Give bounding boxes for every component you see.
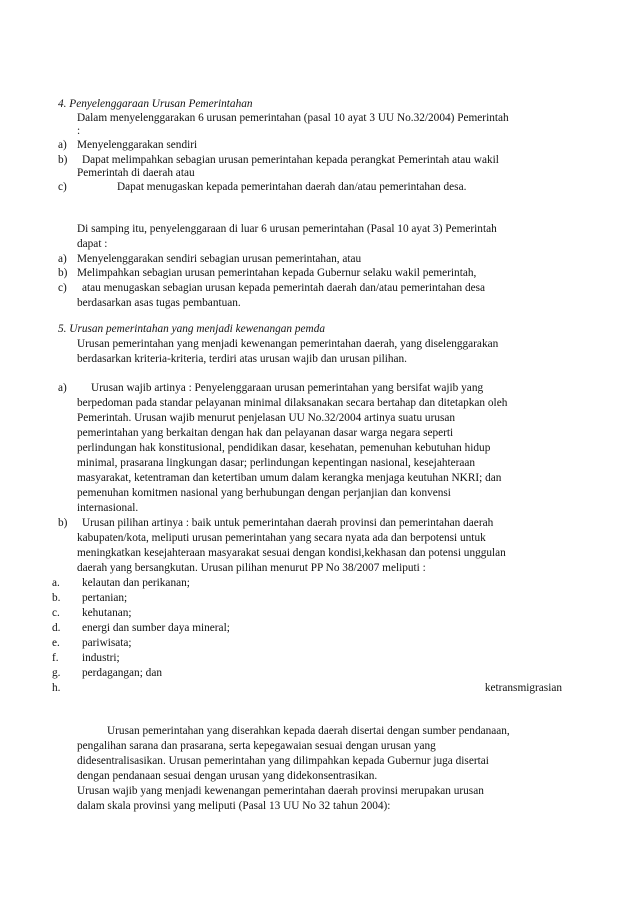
list-item: berdasarkan asas tugas pembantuan. <box>77 297 241 309</box>
list-marker: c. <box>52 607 60 619</box>
list-marker: a. <box>52 577 60 589</box>
pilihan-line: meningkatkan kesejahteraan masyarakat sesuai dengan kondisi,kekhasan dan potensi unggulan <box>77 547 506 559</box>
list-item: Dapat melimpahkan sebagian urusan pemerintahan kepada perangkat Pemerintah atau wakil <box>82 154 499 166</box>
list-item: kehutanan; <box>82 607 132 619</box>
list-marker: f. <box>52 652 59 664</box>
closing-line: Urusan wajib yang menjadi kewenangan pemerintahan daerah provinsi merupakan urusan <box>77 785 484 797</box>
closing-line: dengan pendanaan sesuai dengan urusan yang didekonsentrasikan. <box>77 770 378 782</box>
wajib-line: pemenuhan komitmen nasional yang berhubungan dengan perjanjian dan konvensi <box>77 487 451 499</box>
list-marker: h. <box>52 682 61 694</box>
list-marker: d. <box>52 622 61 634</box>
list-marker: c) <box>58 181 67 193</box>
list-item: pertanian; <box>82 592 128 604</box>
section4-heading: 4. Penyelenggaraan Urusan Pemerintahan <box>58 98 253 110</box>
list-item: atau menugaskan sebagian urusan kepada pemerintah daerah dan/atau pemerintahan desa <box>82 282 486 294</box>
list-item: Menyelenggarakan sendiri sebagian urusan pemerintahan, atau <box>77 253 362 265</box>
wajib-line: perlindungan hak konstitusional, pendidikan dasar, kesehatan, pemenuhan kebutuhan hidup <box>77 442 491 454</box>
list-item: energi dan sumber daya mineral; <box>82 622 230 634</box>
list-marker: a) <box>58 382 67 394</box>
list-item: pariwisata; <box>82 637 132 649</box>
list-item: Melimpahkan sebagian urusan pemerintahan kepada Gubernur selaku wakil pemerintah, <box>77 267 477 279</box>
list-marker: b. <box>52 592 61 604</box>
wajib-line: pemerintahan yang berkaitan dengan hak dan pelayanan dasar warga negara seperti <box>77 427 454 439</box>
section5-intro-line2: berdasarkan kriteria-kriteria, terdiri atas urusan wajib dan urusan pilihan. <box>77 353 407 365</box>
list-marker: c) <box>58 282 67 294</box>
wajib-line: internasional. <box>77 502 139 514</box>
pilihan-line: daerah yang bersangkutan. Urusan pilihan menurut PP No 38/2007 meliputi : <box>77 562 426 574</box>
list-item: Pemerintah di daerah atau <box>77 167 195 179</box>
closing-line: Urusan pemerintahan yang diserahkan kepada daerah disertai dengan sumber pendanaan, <box>107 725 510 737</box>
list-item: perdagangan; dan <box>82 667 162 679</box>
closing-line: pengalihan sarana dan prasarana, serta kepegawaian sesuai dengan urusan yang <box>77 740 436 752</box>
list-marker: b) <box>58 517 68 529</box>
list-marker: b) <box>58 154 68 166</box>
section5-heading: 5. Urusan pemerintahan yang menjadi kewenangan pemda <box>58 323 326 335</box>
wajib-line: minimal, prasarana lingkungan dasar; perlindungan kepentingan nasional, kesejahteraan <box>77 457 476 469</box>
list-marker: a) <box>58 139 67 151</box>
section5-intro-line1: Urusan pemerintahan yang menjadi kewenangan pemerintahan daerah, yang diselenggarakan <box>77 338 499 350</box>
section4-para2-line1: Di samping itu, penyelenggaraan di luar 6 urusan pemerintahan (Pasal 10 ayat 3) Pemerintah <box>77 223 497 235</box>
list-item: industri; <box>82 652 120 664</box>
wajib-line: Urusan wajib artinya : Penyelenggaraan urusan pemerintahan yang bersifat wajib yang <box>91 382 484 394</box>
list-marker: b) <box>58 267 68 279</box>
list-item: Dapat menugaskan kepada pemerintahan daerah dan/atau pemerintahan desa. <box>117 181 467 193</box>
list-item: Menyelenggarakan sendiri <box>77 139 198 151</box>
wajib-line: berpedoman pada standar pelayanan minimal dilaksanakan secara bertahap dan ditetapkan oleh <box>77 397 508 409</box>
list-item: kelautan dan perikanan; <box>82 577 190 589</box>
closing-line: didesentralisasikan. Urusan pemerintahan yang dilimpahkan kepada Gubernur juga disertai <box>77 755 489 767</box>
section4-intro-line1: Dalam menyelenggarakan 6 urusan pemerintahan (pasal 10 ayat 3 UU No.32/2004) Pemerintah <box>77 112 509 124</box>
wajib-line: masyarakat, ketentraman dan ketertiban umum dalam kerangka menjaga keutuhan NKRI; dan <box>77 472 502 484</box>
pilihan-line: Urusan pilihan artinya : baik untuk pemerintahan daerah provinsi dan pemerintahan daerah <box>82 517 494 529</box>
closing-line: dalam skala provinsi yang meliputi (Pasal 13 UU No 32 tahun 2004): <box>77 800 391 812</box>
wajib-line: Pemerintah. Urusan wajib menurut penjelasan UU No.32/2004 artinya suatu urusan <box>77 412 456 424</box>
section4-para2-line2: dapat : <box>77 238 108 250</box>
list-marker: g. <box>52 667 61 679</box>
section4-intro-line2: : <box>77 125 81 137</box>
list-marker: e. <box>52 637 60 649</box>
list-item: ketransmigrasian <box>484 682 562 694</box>
list-marker: a) <box>58 253 67 265</box>
pilihan-line: kabupaten/kota, meliputi urusan pemerintahan yang secara nyata ada dan berpotensi untuk <box>77 532 486 544</box>
